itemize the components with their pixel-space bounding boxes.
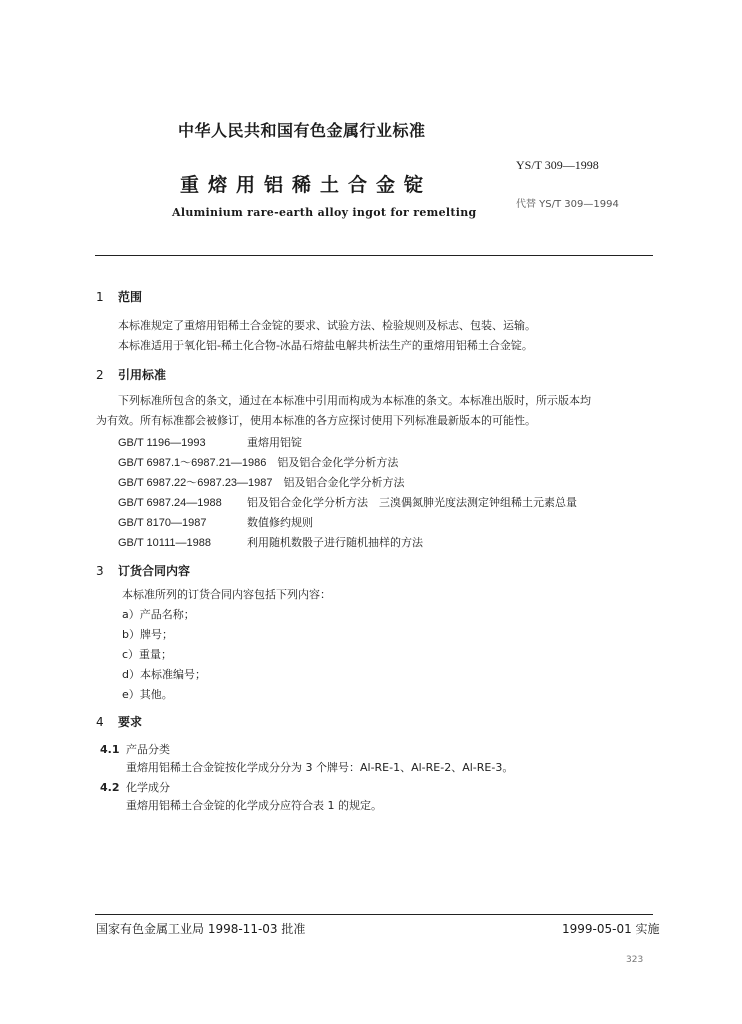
page-number: 323	[626, 955, 644, 965]
reference-name: 数值修约规则	[247, 516, 313, 529]
reference-item	[118, 453, 398, 473]
contract-item: d）本标准编号；	[122, 668, 206, 681]
reference-item	[118, 473, 405, 493]
scope-paragraph-2: 本标准适用于氧化铝-稀土化合物-冰晶石熔盐电解共析法生产的重熔用铝稀土合金锭。	[118, 339, 533, 352]
reference-name: 利用随机数骰子进行随机抽样的方法	[247, 536, 423, 549]
section-number: 4	[96, 715, 104, 729]
reference-item	[118, 513, 313, 533]
contract-item: c）重量；	[122, 648, 173, 661]
subsection-number: 4.2	[100, 781, 120, 794]
footer-divider	[95, 914, 653, 915]
reference-code: GB/T 1196—1993	[118, 437, 206, 449]
standard-number: YS/T 309—1998	[516, 158, 599, 172]
section-number: 3	[96, 564, 104, 578]
reference-code: GB/T 6987.1～6987.21—1986	[118, 457, 267, 469]
document-title: 重熔用铝稀土合金锭	[180, 174, 433, 196]
contract-item: e）其他。	[122, 688, 173, 701]
section-title: 引用标准	[118, 368, 167, 382]
reference-code: GB/T 10111—1988	[118, 537, 211, 549]
references-paragraph-line-1: 下列标准所包含的条文，通过在本标准中引用而构成为本标准的条文。本标准出版时，所示版本均	[118, 394, 591, 407]
subsection-product-classification	[100, 741, 170, 757]
approval-date: 国家有色金属工业局 1998-11-03 批准	[96, 922, 306, 936]
contract-item: b）牌号；	[122, 628, 173, 641]
references-paragraph-line-2: 为有效。所有标准都会被修订，使用本标准的各方应探讨使用下列标准最新版本的可能性。	[96, 414, 536, 427]
reference-code: GB/T 6987.24—1988	[118, 497, 222, 509]
section-title: 要求	[118, 715, 143, 729]
replaces-standard: 代替 YS/T 309—1994	[516, 199, 619, 210]
subsection-title: 产品分类	[126, 743, 170, 756]
scope-paragraph-1: 本标准规定了重熔用铝稀土合金锭的要求、试验方法、检验规则及标志、包装、运输。	[118, 319, 536, 332]
subsection-number: 4.1	[100, 743, 120, 756]
section-contract-heading	[96, 562, 190, 579]
classification-text: 重熔用铝稀土合金锭按化学成分分为 3 个牌号：Al-RE-1、Al-RE-2、Al-RE-3。	[126, 761, 514, 774]
contract-item: a）产品名称；	[122, 608, 195, 621]
reference-name: 重熔用铝锭	[247, 436, 302, 449]
reference-item	[118, 433, 302, 453]
section-references-heading	[96, 366, 166, 383]
section-requirements-heading	[96, 713, 142, 730]
section-title: 订货合同内容	[118, 564, 191, 578]
reference-name: 铝及铝合金化学分析方法	[283, 476, 405, 489]
reference-name: 铝及铝合金化学分析方法	[277, 456, 399, 469]
reference-name: 铝及铝合金化学分析方法 三溴偶氮胂光度法测定钟组稀土元素总量	[247, 496, 577, 509]
reference-item	[118, 533, 423, 553]
issuing-organization: 中华人民共和国有色金属行业标准	[178, 121, 426, 140]
composition-text: 重熔用铝稀土合金锭的化学成分应符合表 1 的规定。	[126, 799, 382, 812]
section-number: 1	[96, 290, 104, 304]
section-title: 范围	[118, 290, 143, 304]
subsection-chemical-composition	[100, 779, 170, 795]
reference-code: GB/T 8170—1987	[118, 517, 207, 529]
effective-date: 1999-05-01 实施	[562, 922, 660, 936]
reference-code: GB/T 6987.22～6987.23—1987	[118, 477, 273, 489]
subsection-title: 化学成分	[126, 781, 170, 794]
reference-item	[118, 493, 577, 513]
contract-intro: 本标准所列的订货合同内容包括下列内容：	[122, 588, 331, 601]
section-number: 2	[96, 368, 104, 382]
section-scope-heading	[96, 288, 142, 305]
document-title-english: Aluminium rare-earth alloy ingot for remelting	[172, 206, 477, 219]
header-divider	[95, 255, 653, 256]
